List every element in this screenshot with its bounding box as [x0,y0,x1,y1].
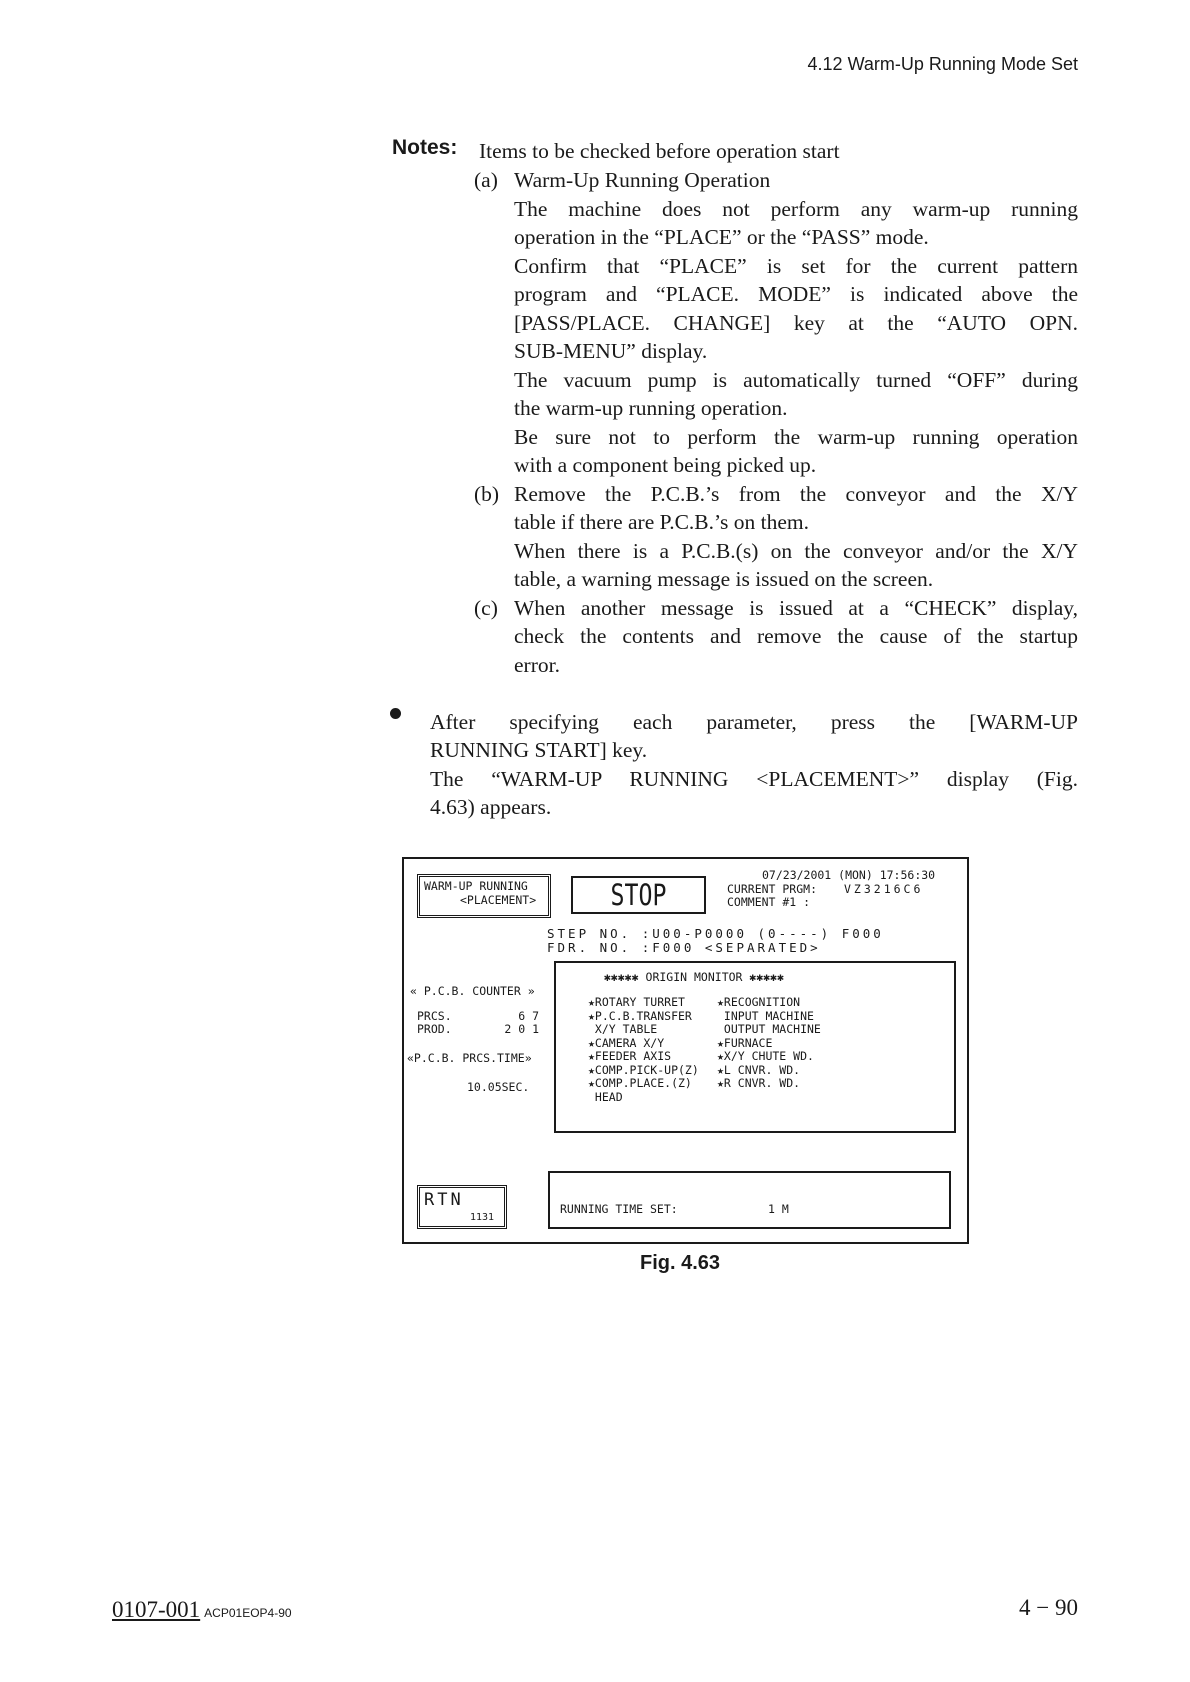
running-time-box [548,1171,951,1229]
note-a-text: Confirm that “PLACE” is set for the current pattern [514,254,1078,278]
note-a-text: with a component being picked up. [514,453,817,477]
origin-item: ★RECOGNITION [717,995,801,1009]
note-a-marker: (a) [474,168,498,192]
note-b-marker: (b) [474,482,500,506]
status-box [571,876,706,914]
origin-item: X/Y TABLE [588,1022,658,1036]
page-number: 4 − 90 [1019,1595,1078,1620]
note-b-text: When there is a P.C.B.(s) on the conveyor and/or the X/Y [514,539,1078,563]
origin-item: ★COMP.PICK-UP(Z) [588,1062,699,1077]
origin-item: ★R CNVR. WD. [717,1076,801,1090]
note-c-text: error. [514,653,560,677]
note-a-text: program and “PLACE. MODE” is indicated above the [514,282,1078,306]
note-a-text: Be sure not to perform the warm-up running operation [514,425,1078,449]
mode-sublabel: <PLACEMENT> [460,893,537,907]
instruction-text: The “WARM-UP RUNNING <PLACEMENT>” display (Fig. [430,767,1078,791]
running-time-label: RUNNING TIME SET: [560,1202,678,1216]
origin-item: OUTPUT MACHINE [717,1022,821,1036]
pcb-counter-title: « P.C.B. COUNTER » [410,984,535,998]
status-stop: STOP [610,878,667,912]
mode-label: WARM-UP RUNNING [424,879,528,893]
current-program-value: VZ3216C6 [844,882,924,896]
pcb-process-time-value: 10.05SEC. [467,1080,530,1094]
origin-item: ★COMP.PLACE.(Z) [588,1076,692,1090]
origin-item: ★L CNVR. WD. [717,1062,801,1077]
running-time-value: 1 M [768,1202,789,1216]
instruction-text: After specifying each parameter, press the [WARM-UP [430,710,1078,734]
bullet-dot [390,708,401,719]
origin-monitor-title: ✱✱✱✱✱ ORIGIN MONITOR ✱✱✱✱✱ [604,970,785,984]
notes-intro: Items to be checked before operation start [479,139,840,163]
instruction-text: RUNNING START] key. [430,738,648,762]
origin-item: INPUT MACHINE [717,1008,814,1023]
section-header: 4.12 Warm-Up Running Mode Set [807,54,1078,74]
pcb-process-time-title: «P.C.B. PRCS.TIME» [407,1051,532,1065]
note-c-text: When another message is issued at a “CHECK” display, [514,596,1078,620]
prcs-label: PRCS. [417,1009,452,1023]
feeder-number-line: FDR. NO. :F000 <SEPARATED> [547,940,821,955]
comment-label: COMMENT #1 : [727,895,811,909]
note-a-text: [PASS/PLACE. CHANGE] key at the “AUTO OPN. [514,311,1078,335]
instruction-text: 4.63) appears. [430,795,552,819]
origin-item: ★FURNACE [717,1035,773,1050]
note-a-text: the warm-up running operation. [514,396,788,420]
rtn-button[interactable] [417,1185,507,1229]
origin-monitor-box [554,961,956,1133]
origin-item: ★P.C.B.TRANSFER [588,1008,692,1023]
origin-item: HEAD [588,1089,623,1104]
prcs-value: 6 7 [518,1009,539,1023]
origin-item: ★ROTARY TURRET [588,995,685,1009]
note-c-marker: (c) [474,596,498,620]
figure-caption: Fig. 4.63 [640,1252,721,1274]
origin-item: ★CAMERA X/Y [588,1035,665,1050]
notes-label: Notes: [392,136,458,159]
mode-indicator-box [417,874,551,918]
note-a-text: SUB-MENU” display. [514,339,708,363]
doc-code: 0107-001 [112,1597,201,1622]
origin-item: ★X/Y CHUTE WD. [717,1049,814,1063]
doc-subcode: ACP01EOP4-90 [204,1606,292,1620]
rtn-label: RTN [424,1190,464,1210]
note-b-text: table if there are P.C.B.’s on them. [514,510,809,534]
current-program-label: CURRENT PRGM: [727,882,818,896]
prod-value: 2 0 1 [504,1022,539,1036]
note-b-text: Remove the P.C.B.’s from the conveyor and the X/Y [514,482,1078,506]
footer-document-code [112,1597,292,1623]
note-a-text: The machine does not perform any warm-up running [514,197,1078,221]
date-time: 07/23/2001 (MON) 17:56:30 [762,868,936,882]
prod-label: PROD. [417,1022,452,1036]
origin-item: ★FEEDER AXIS [588,1049,672,1063]
note-c-text: check the contents and remove the cause of the startup [514,624,1078,648]
step-number-line: STEP NO. :U00-P0000 (0----) F000 [547,926,884,941]
note-a-title: Warm-Up Running Operation [514,168,771,192]
warm-up-running-screen [402,857,969,1244]
note-b-text: table, a warning message is issued on the screen. [514,567,934,591]
note-a-text: The vacuum pump is automatically turned “OFF” during [514,368,1078,392]
note-a-text: operation in the “PLACE” or the “PASS” mode. [514,225,929,249]
rtn-code: 1131 [470,1212,495,1223]
